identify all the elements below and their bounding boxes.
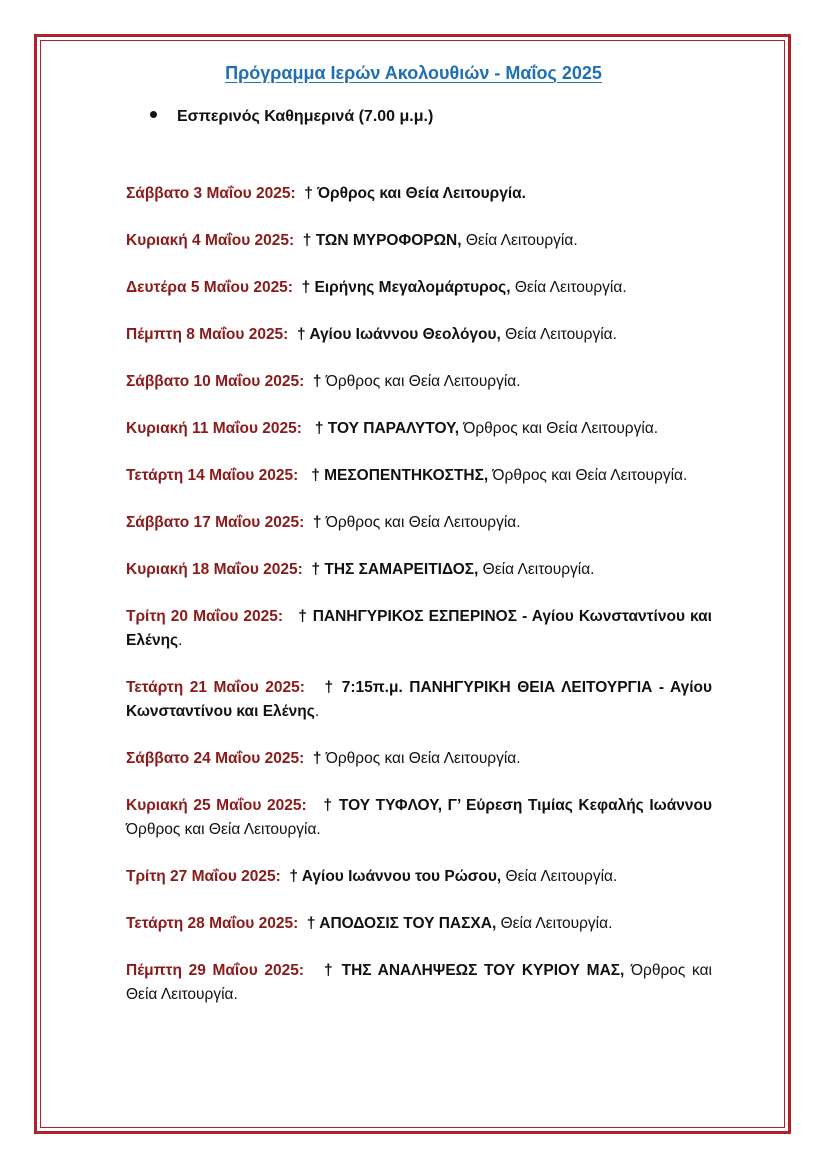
entry-date: Σάββατο 3 Μαΐου 2025: — [126, 185, 296, 202]
vespers-text: Εσπερινός Καθημερινά (7.00 μ.μ.) — [177, 108, 434, 125]
entry-service: Όρθρος και Θεία Λειτουργία. — [459, 420, 659, 437]
entry-feast: † ΤΗΣ ΑΝΑΛΗΨΕΩΣ ΤΟΥ ΚΥΡΙΟΥ ΜΑΣ, — [324, 962, 625, 979]
entry-feast: † 7:15π.μ. ΠΑΝΗΓΥΡΙΚΗ ΘΕΙΑ ΛΕΙΤΟΥΡΓΙΑ - Αγίου Κωνσταντίνου και Ελένης — [126, 679, 713, 720]
entry-date: Τετάρτη 21 Μαΐου 2025: — [126, 679, 305, 696]
schedule-list — [126, 182, 712, 1030]
schedule-entry — [126, 511, 712, 535]
entry-feast: † ΠΑΝΗΓΥΡΙΚΟΣ ΕΣΠΕΡΙΝΟΣ - Αγίου Κωνσταντίνου και Ελένης — [126, 608, 712, 649]
entry-feast: † ΤΟΥ ΤΥΦΛΟΥ, Γ’ Εύρεση Τιμίας Κεφαλής Ιωάννου — [323, 797, 712, 814]
entry-service: Θεία Λειτουργία. — [478, 561, 595, 578]
schedule-entry — [126, 558, 712, 582]
entry-feast: † ΤΟΥ ΠΑΡΑΛΥΤΟΥ, — [314, 420, 460, 437]
schedule-entry — [126, 229, 712, 253]
entry-date: Κυριακή 18 Μαΐου 2025: — [126, 561, 303, 578]
schedule-entry — [126, 747, 712, 771]
entry-feast: † — [312, 373, 322, 390]
entry-service: Όρθρος και Θεία Λειτουργία. — [126, 962, 713, 1003]
entry-feast: † — [312, 750, 322, 767]
entry-feast: † ΤΗΣ ΣΑΜΑΡΕΙΤΙΔΟΣ, — [311, 561, 479, 578]
entry-service: Θεία Λειτουργία. — [496, 915, 613, 932]
schedule-entry — [126, 865, 712, 889]
schedule-entry — [126, 276, 712, 300]
entry-date: Τρίτη 20 Μαΐου 2025: — [126, 608, 284, 625]
page-title — [0, 63, 827, 84]
schedule-entry — [126, 959, 712, 1007]
entry-service: . — [314, 703, 320, 720]
schedule-entry — [126, 464, 712, 488]
entry-feast: † Αγίου Ιωάννου Θεολόγου, — [296, 326, 501, 343]
entry-service: Όρθρος και Θεία Λειτουργία. — [488, 467, 688, 484]
entry-service: Όρθρος και Θεία Λειτουργία. — [321, 750, 521, 767]
entry-date: Τετάρτη 28 Μαΐου 2025: — [126, 915, 299, 932]
schedule-entry — [126, 370, 712, 394]
schedule-entry — [126, 794, 712, 842]
entry-feast: † ΜΕΣΟΠΕΝΤΗΚΟΣΤΗΣ, — [311, 467, 489, 484]
page-title-text: Πρόγραμμα Ιερών Ακολουθιών - Μαΐος 2025 — [225, 63, 602, 83]
entry-service: Θεία Λειτουργία. — [501, 868, 618, 885]
entry-date: Κυριακή 11 Μαΐου 2025: — [126, 420, 302, 437]
entry-date: Σάββατο 10 Μαΐου 2025: — [126, 373, 305, 390]
entry-date: Σάββατο 24 Μαΐου 2025: — [126, 750, 305, 767]
entry-date: Δευτέρα 5 Μαΐου 2025: — [126, 279, 293, 296]
bullet-dot-icon — [150, 111, 157, 118]
vespers-bullet — [150, 108, 433, 126]
entry-date: Κυριακή 4 Μαΐου 2025: — [126, 232, 295, 249]
schedule-entry — [126, 912, 712, 936]
entry-feast: † Όρθρος και Θεία Λειτουργία. — [304, 185, 526, 202]
entry-date: Σάββατο 17 Μαΐου 2025: — [126, 514, 305, 531]
entry-date: Πέμπτη 29 Μαΐου 2025: — [126, 962, 305, 979]
entry-service: . — [178, 632, 183, 649]
entry-feast: † Ειρήνης Μεγαλομάρτυρος, — [301, 279, 511, 296]
entry-service: Όρθρος και Θεία Λειτουργία. — [126, 821, 321, 838]
entry-date: Κυριακή 25 Μαΐου 2025: — [126, 797, 307, 814]
entry-service: Θεία Λειτουργία. — [461, 232, 578, 249]
schedule-entry — [126, 182, 712, 206]
schedule-entry — [126, 605, 712, 653]
entry-feast: † ΤΩΝ ΜΥΡΟΦΟΡΩΝ, — [302, 232, 462, 249]
schedule-entry — [126, 676, 712, 724]
entry-date: Πέμπτη 8 Μαΐου 2025: — [126, 326, 289, 343]
schedule-entry — [126, 323, 712, 347]
entry-feast: † ΑΠΟΔΟΣΙΣ ΤΟΥ ΠΑΣΧΑ, — [306, 915, 497, 932]
entry-feast: † Αγίου Ιωάννου του Ρώσου, — [289, 868, 502, 885]
entry-service: Όρθρος και Θεία Λειτουργία. — [321, 373, 521, 390]
entry-date: Τρίτη 27 Μαΐου 2025: — [126, 868, 281, 885]
entry-service: Όρθρος και Θεία Λειτουργία. — [321, 514, 521, 531]
entry-service: Θεία Λειτουργία. — [500, 326, 617, 343]
schedule-entry — [126, 417, 712, 441]
entry-feast: † — [312, 514, 322, 531]
entry-date: Τετάρτη 14 Μαΐου 2025: — [126, 467, 299, 484]
entry-service: Θεία Λειτουργία. — [510, 279, 627, 296]
